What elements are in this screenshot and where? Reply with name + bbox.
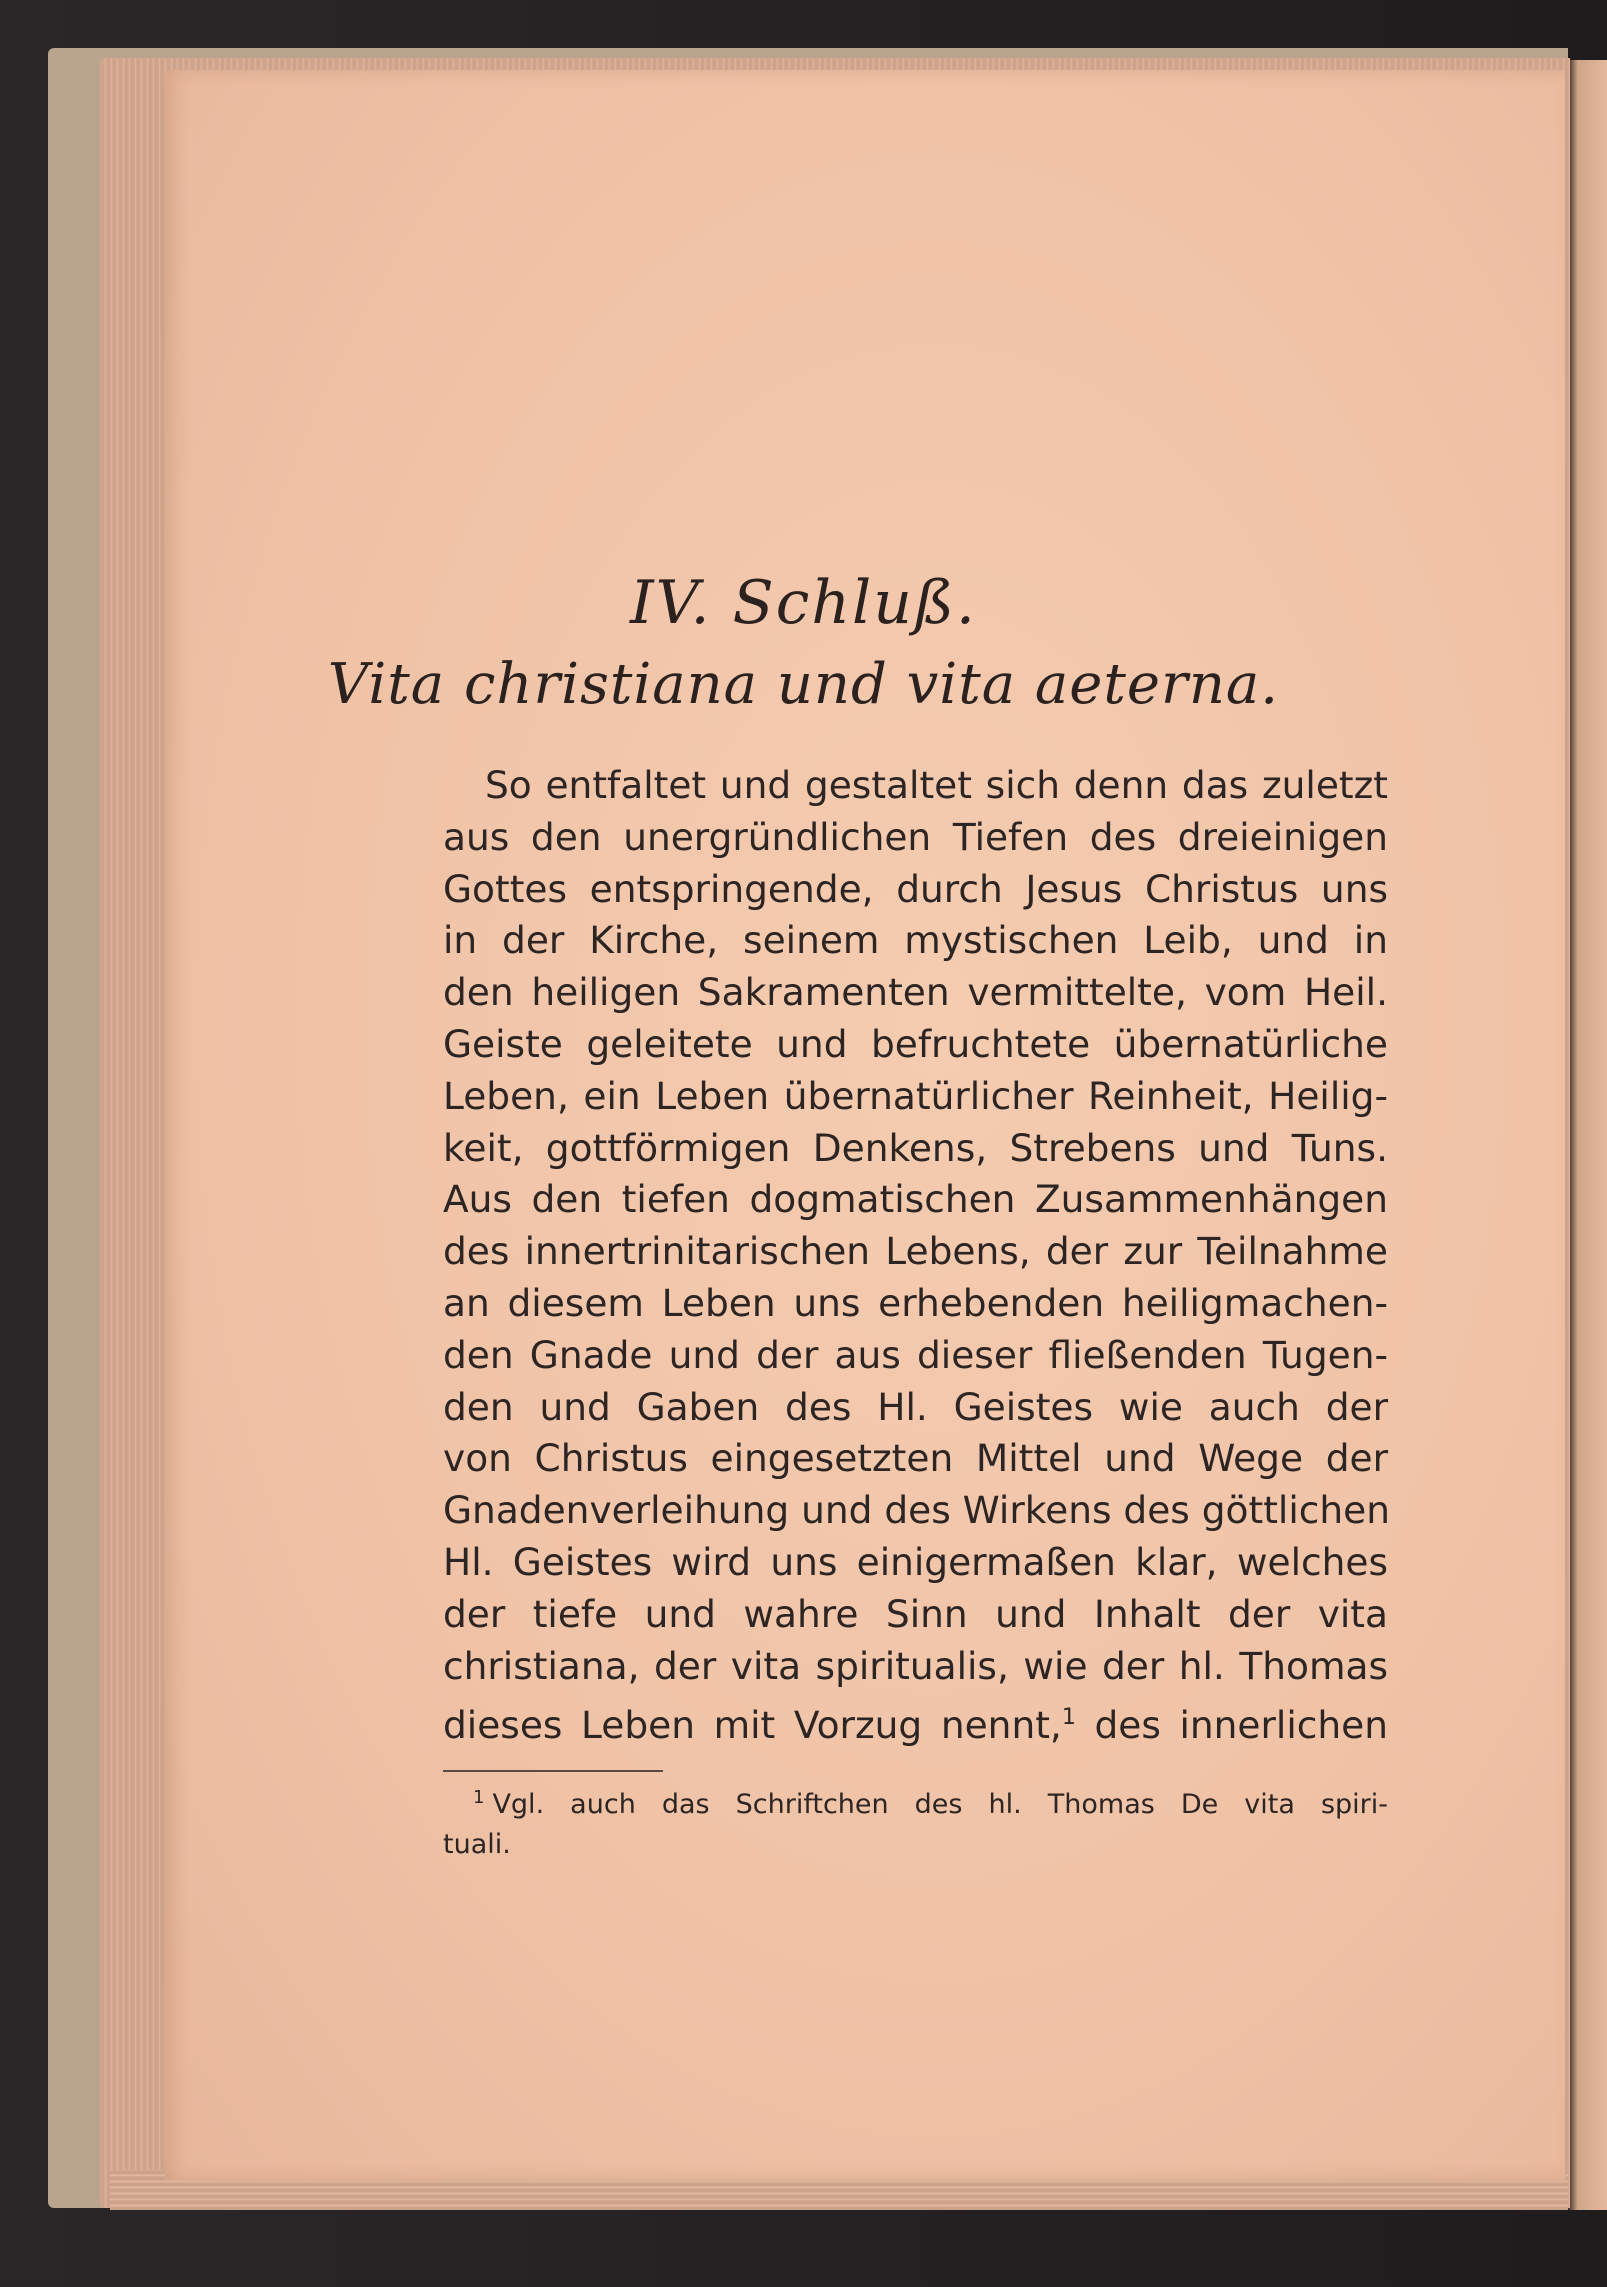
footnote-line-continued: tuali. (443, 1829, 511, 1860)
text-line: den und Gaben des Hl. Geistes wie auch der (443, 1384, 1388, 1429)
footnote-marker: 1 (473, 1787, 485, 1808)
text-line: von Christus eingesetzten Mittel und Wege der (443, 1436, 1388, 1481)
text-line: an diesem Leben uns erhebenden heiligmachen- (443, 1280, 1388, 1325)
text-line: Leben, ein Leben übernatürlicher Reinheit, Heilig- (443, 1073, 1388, 1118)
body-paragraph (443, 760, 1390, 1748)
footnote-reference: 1 (1061, 1705, 1076, 1731)
text-line: Geiste geleitete und befruchtete übernatürliche (443, 1021, 1388, 1066)
footnote (443, 1778, 1388, 1865)
text-line: Aus den tiefen dogmatischen Zusammenhängen (443, 1177, 1388, 1222)
text-line: des innertrinitarischen Lebens, der zur Teilnahme (443, 1229, 1388, 1274)
text-line: Hl. Geistes wird uns einigermaßen klar, welches (443, 1539, 1388, 1584)
footnote-text: Vgl. auch das Schriftchen des hl. Thomas De vita spiri- (492, 1789, 1388, 1820)
text-line: So entfaltet und gestaltet sich denn das zuletzt (485, 763, 1388, 807)
chapter-number: IV. Schluß. (629, 568, 978, 638)
text-line-last (443, 1692, 1388, 1748)
text-line: in der Kirche, seinem mystischen Leib, und in (443, 918, 1388, 963)
last-line-start: dieses Leben mit Vorzug nennt, (443, 1703, 1062, 1748)
text-line: aus den unergründlichen Tiefen des dreieinigen (443, 814, 1388, 859)
text-line: den Gnade und der aus dieser fließenden Tugen- (443, 1332, 1388, 1377)
adjacent-page-edge (1568, 60, 1607, 2210)
text-line: Gottes entspringende, durch Jesus Christus uns (443, 866, 1388, 911)
text-line: keit, gottförmigen Denkens, Strebens und Tuns. (443, 1125, 1388, 1170)
text-line: christiana, der vita spiritualis, wie der hl. Thomas (443, 1643, 1388, 1688)
footnote-line (443, 1778, 1388, 1825)
text-line: der tiefe und wahre Sinn und Inhalt der vita (443, 1591, 1388, 1636)
last-line-end: des innerlichen (1075, 1703, 1388, 1748)
text-line: Gnadenverleihung und des Wirkens des göttlichen (443, 1488, 1390, 1533)
text-line: den heiligen Sakramenten vermittelte, vom Heil. (443, 970, 1388, 1015)
chapter-title: Vita christiana und vita aeterna. (327, 652, 1280, 717)
footnote-divider (443, 1770, 663, 1772)
